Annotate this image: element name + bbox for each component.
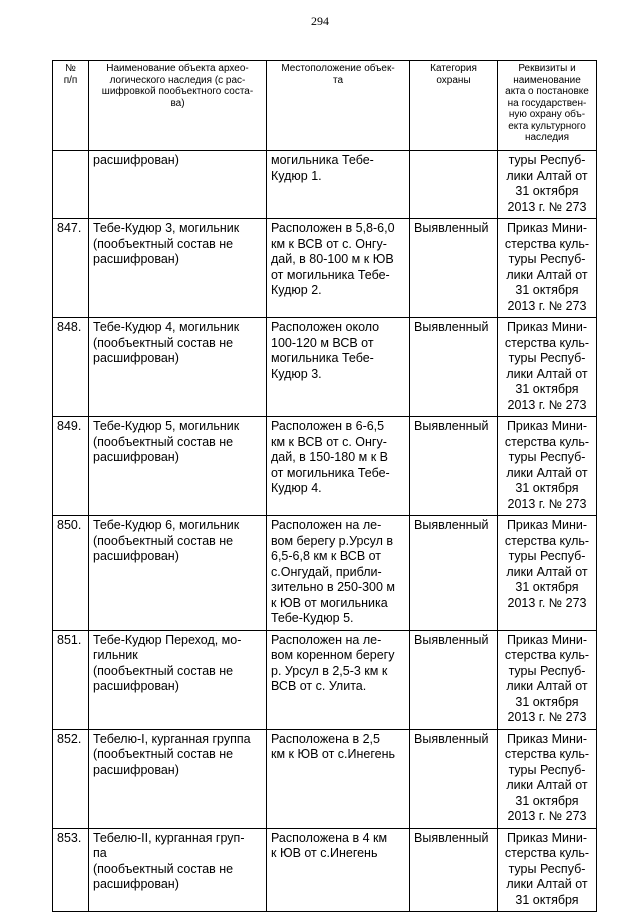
cell-object-name: Тебе-Кудюр Переход, мо- гильник (пообъектный состав не расшифрован): [89, 630, 267, 729]
table-row: [53, 828, 597, 912]
cell-location: Расположен на ле- вом коренном берегу р. Урсул в 2,5-3 км к ВСВ от с. Улита.: [267, 630, 410, 729]
cell-act-details: Приказ Мини- стерства куль- туры Респуб- лики Алтай от 31 октября 2013 г. № 273: [498, 219, 597, 318]
cell-act-details: Приказ Мини- стерства куль- туры Респуб- лики Алтай от 31 октября 2013 г. № 273: [498, 318, 597, 417]
header-protection-category: Категория охраны: [410, 61, 498, 151]
cell-protection-category: Выявленный: [410, 318, 498, 417]
cell-protection-category: Выявленный: [410, 219, 498, 318]
cell-object-name: Тебе-Кудюр 6, могильник (пообъектный состав не расшифрован): [89, 516, 267, 631]
cell-location: Расположен на ле- вом берегу р.Урсул в 6,5-6,8 км к ВСВ от с.Онгудай, прибли- зительно в 250-300 м к ЮВ от могильника Тебе-Кудюр 5.: [267, 516, 410, 631]
cell-act-details: Приказ Мини- стерства куль- туры Респуб- лики Алтай от 31 октября 2013 г. № 273: [498, 417, 597, 516]
cell-protection-category: Выявленный: [410, 630, 498, 729]
cell-location: Расположен в 5,8-6,0 км к ВСВ от с. Онгу- дай, в 80-100 м к ЮВ от могильника Тебе- Кудюр 2.: [267, 219, 410, 318]
cell-protection-category: Выявленный: [410, 828, 498, 912]
cell-location: могильника Тебе- Кудюр 1.: [267, 151, 410, 219]
cell-act-details: Приказ Мини- стерства куль- туры Респуб- лики Алтай от 31 октября 2013 г. № 273: [498, 630, 597, 729]
table-row: [53, 151, 597, 219]
header-object-name: Наименование объекта архео- логического наследия (с рас- шифровкой пообъектного соста- ва): [89, 61, 267, 151]
cell-object-name: Тебелю-I, курганная группа (пообъектный состав не расшифрован): [89, 729, 267, 828]
cell-location: Расположена в 2,5 км к ЮВ от с.Инегень: [267, 729, 410, 828]
cell-act-details: Приказ Мини- стерства куль- туры Респуб- лики Алтай от 31 октября 2013 г. № 273: [498, 729, 597, 828]
cell-act-details: Приказ Мини- стерства куль- туры Респуб- лики Алтай от 31 октября 2013 г. № 273: [498, 516, 597, 631]
cell-number: 852.: [53, 729, 89, 828]
cell-location: Расположен в 6-6,5 км к ВСВ от с. Онгу- дай, в 150-180 м к В от могильника Тебе- Кудюр 4.: [267, 417, 410, 516]
table-header-row: [53, 61, 597, 151]
table-row: [53, 516, 597, 631]
cell-number: 853.: [53, 828, 89, 912]
cell-object-name: Тебе-Кудюр 4, могильник (пообъектный состав не расшифрован): [89, 318, 267, 417]
cell-protection-category: Выявленный: [410, 516, 498, 631]
cell-object-name: расшифрован): [89, 151, 267, 219]
cell-object-name: Тебе-Кудюр 3, могильник (пообъектный состав не расшифрован): [89, 219, 267, 318]
cell-protection-category: Выявленный: [410, 417, 498, 516]
cell-protection-category: Выявленный: [410, 729, 498, 828]
cell-number: 847.: [53, 219, 89, 318]
header-location: Местоположение объек- та: [267, 61, 410, 151]
cell-protection-category: [410, 151, 498, 219]
cell-number: 848.: [53, 318, 89, 417]
cell-location: Расположена в 4 км к ЮВ от с.Инегень: [267, 828, 410, 912]
cell-location: Расположен около 100-120 м ВСВ от могильника Тебе- Кудюр 3.: [267, 318, 410, 417]
cell-act-details: Приказ Мини- стерства куль- туры Респуб- лики Алтай от 31 октября: [498, 828, 597, 912]
table-row: [53, 630, 597, 729]
table-row: [53, 318, 597, 417]
cell-number: 851.: [53, 630, 89, 729]
cell-object-name: Тебе-Кудюр 5, могильник (пообъектный состав не расшифрован): [89, 417, 267, 516]
cell-object-name: Тебелю-II, курганная груп- па (пообъектный состав не расшифрован): [89, 828, 267, 912]
cell-act-details: туры Респуб- лики Алтай от 31 октября 2013 г. № 273: [498, 151, 597, 219]
table-row: [53, 219, 597, 318]
page-number: 294: [311, 14, 329, 28]
header-act-details: Реквизиты и наименование акта о постановке на государствен- ную охрану объ- екта культурного наследия: [498, 61, 597, 151]
header-number: № п/п: [53, 61, 89, 151]
cell-number: 850.: [53, 516, 89, 631]
cell-number: 849.: [53, 417, 89, 516]
cell-number: [53, 151, 89, 219]
table-row: [53, 729, 597, 828]
heritage-registry-table: [52, 60, 597, 912]
table-row: [53, 417, 597, 516]
